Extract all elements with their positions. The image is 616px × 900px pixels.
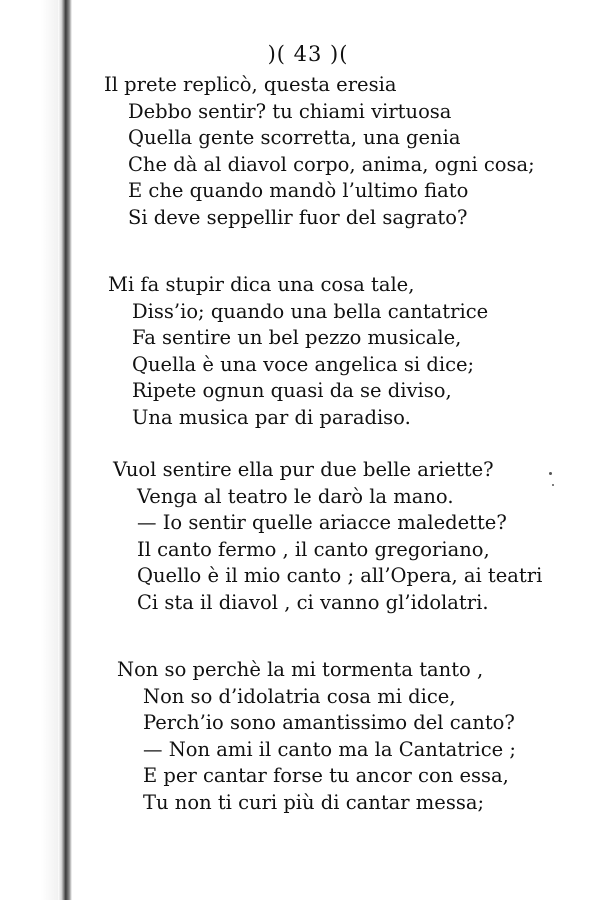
verse-line: Quella gente scorretta, una genia [128, 126, 461, 149]
verse-line: Il canto fermo , il canto gregoriano, [137, 537, 490, 561]
verse-line: Venga al teatro le darò la mano. [137, 484, 454, 508]
verse-line: Il prete replicò, questa eresia [104, 73, 397, 96]
verse-line: Quella è una voce angelica si dice; [132, 352, 475, 376]
verse-line: Una musica par di paradiso. [132, 405, 411, 429]
verse-line: Tu non ti curi più di cantar messa; [143, 790, 485, 814]
page-edge-shadow [0, 0, 58, 900]
verse-line: Ci sta il diavol , ci vanno gl’idolatri. [137, 590, 489, 614]
paper-speck [552, 484, 554, 486]
verse-line: E per cantar forse tu ancor con essa, [143, 764, 509, 787]
verse-line: Perch’io sono amantissimo del canto? [143, 711, 515, 734]
page-number: )( 43 )( [267, 42, 349, 66]
stanza-4 [117, 657, 516, 816]
verse-line: Quello è il mio canto ; all’Opera, ai teatri [137, 564, 543, 587]
stanza-3 [113, 457, 542, 616]
verse-line: Non so perchè la mi tormenta tanto , [117, 658, 484, 681]
verse-line: E che quando mandò l’ultimo fiato [128, 179, 469, 202]
verse-line: Che dà al diavol corpo, anima, ogni cosa; [128, 152, 535, 176]
paper-speck [549, 472, 552, 475]
verse-line: Non so d’idolatria cosa mi dice, [143, 684, 456, 708]
verse-line: Ripete ognun quasi da se diviso, [132, 379, 452, 402]
verse-line: — Non ami il canto ma la Cantatrice ; [143, 737, 516, 761]
stanza-2 [108, 272, 488, 431]
verse-line: Mi fa stupir dica una cosa tale, [108, 273, 415, 296]
verse-line: — Io sentir quelle ariacce maledette? [137, 511, 507, 534]
verse-line: Fa sentire un bel pezzo musicale, [132, 326, 462, 349]
book-gutter [58, 0, 72, 900]
verse-line: Diss’io; quando una bella cantatrice [132, 299, 489, 323]
verse-line: Si deve seppellir fuor del sagrato? [128, 205, 468, 229]
stanza-1 [104, 72, 535, 231]
verse-line: Vuol sentire ella pur due belle ariette? [113, 458, 494, 481]
verse-line: Debbo sentir? tu chiami virtuosa [128, 99, 452, 123]
